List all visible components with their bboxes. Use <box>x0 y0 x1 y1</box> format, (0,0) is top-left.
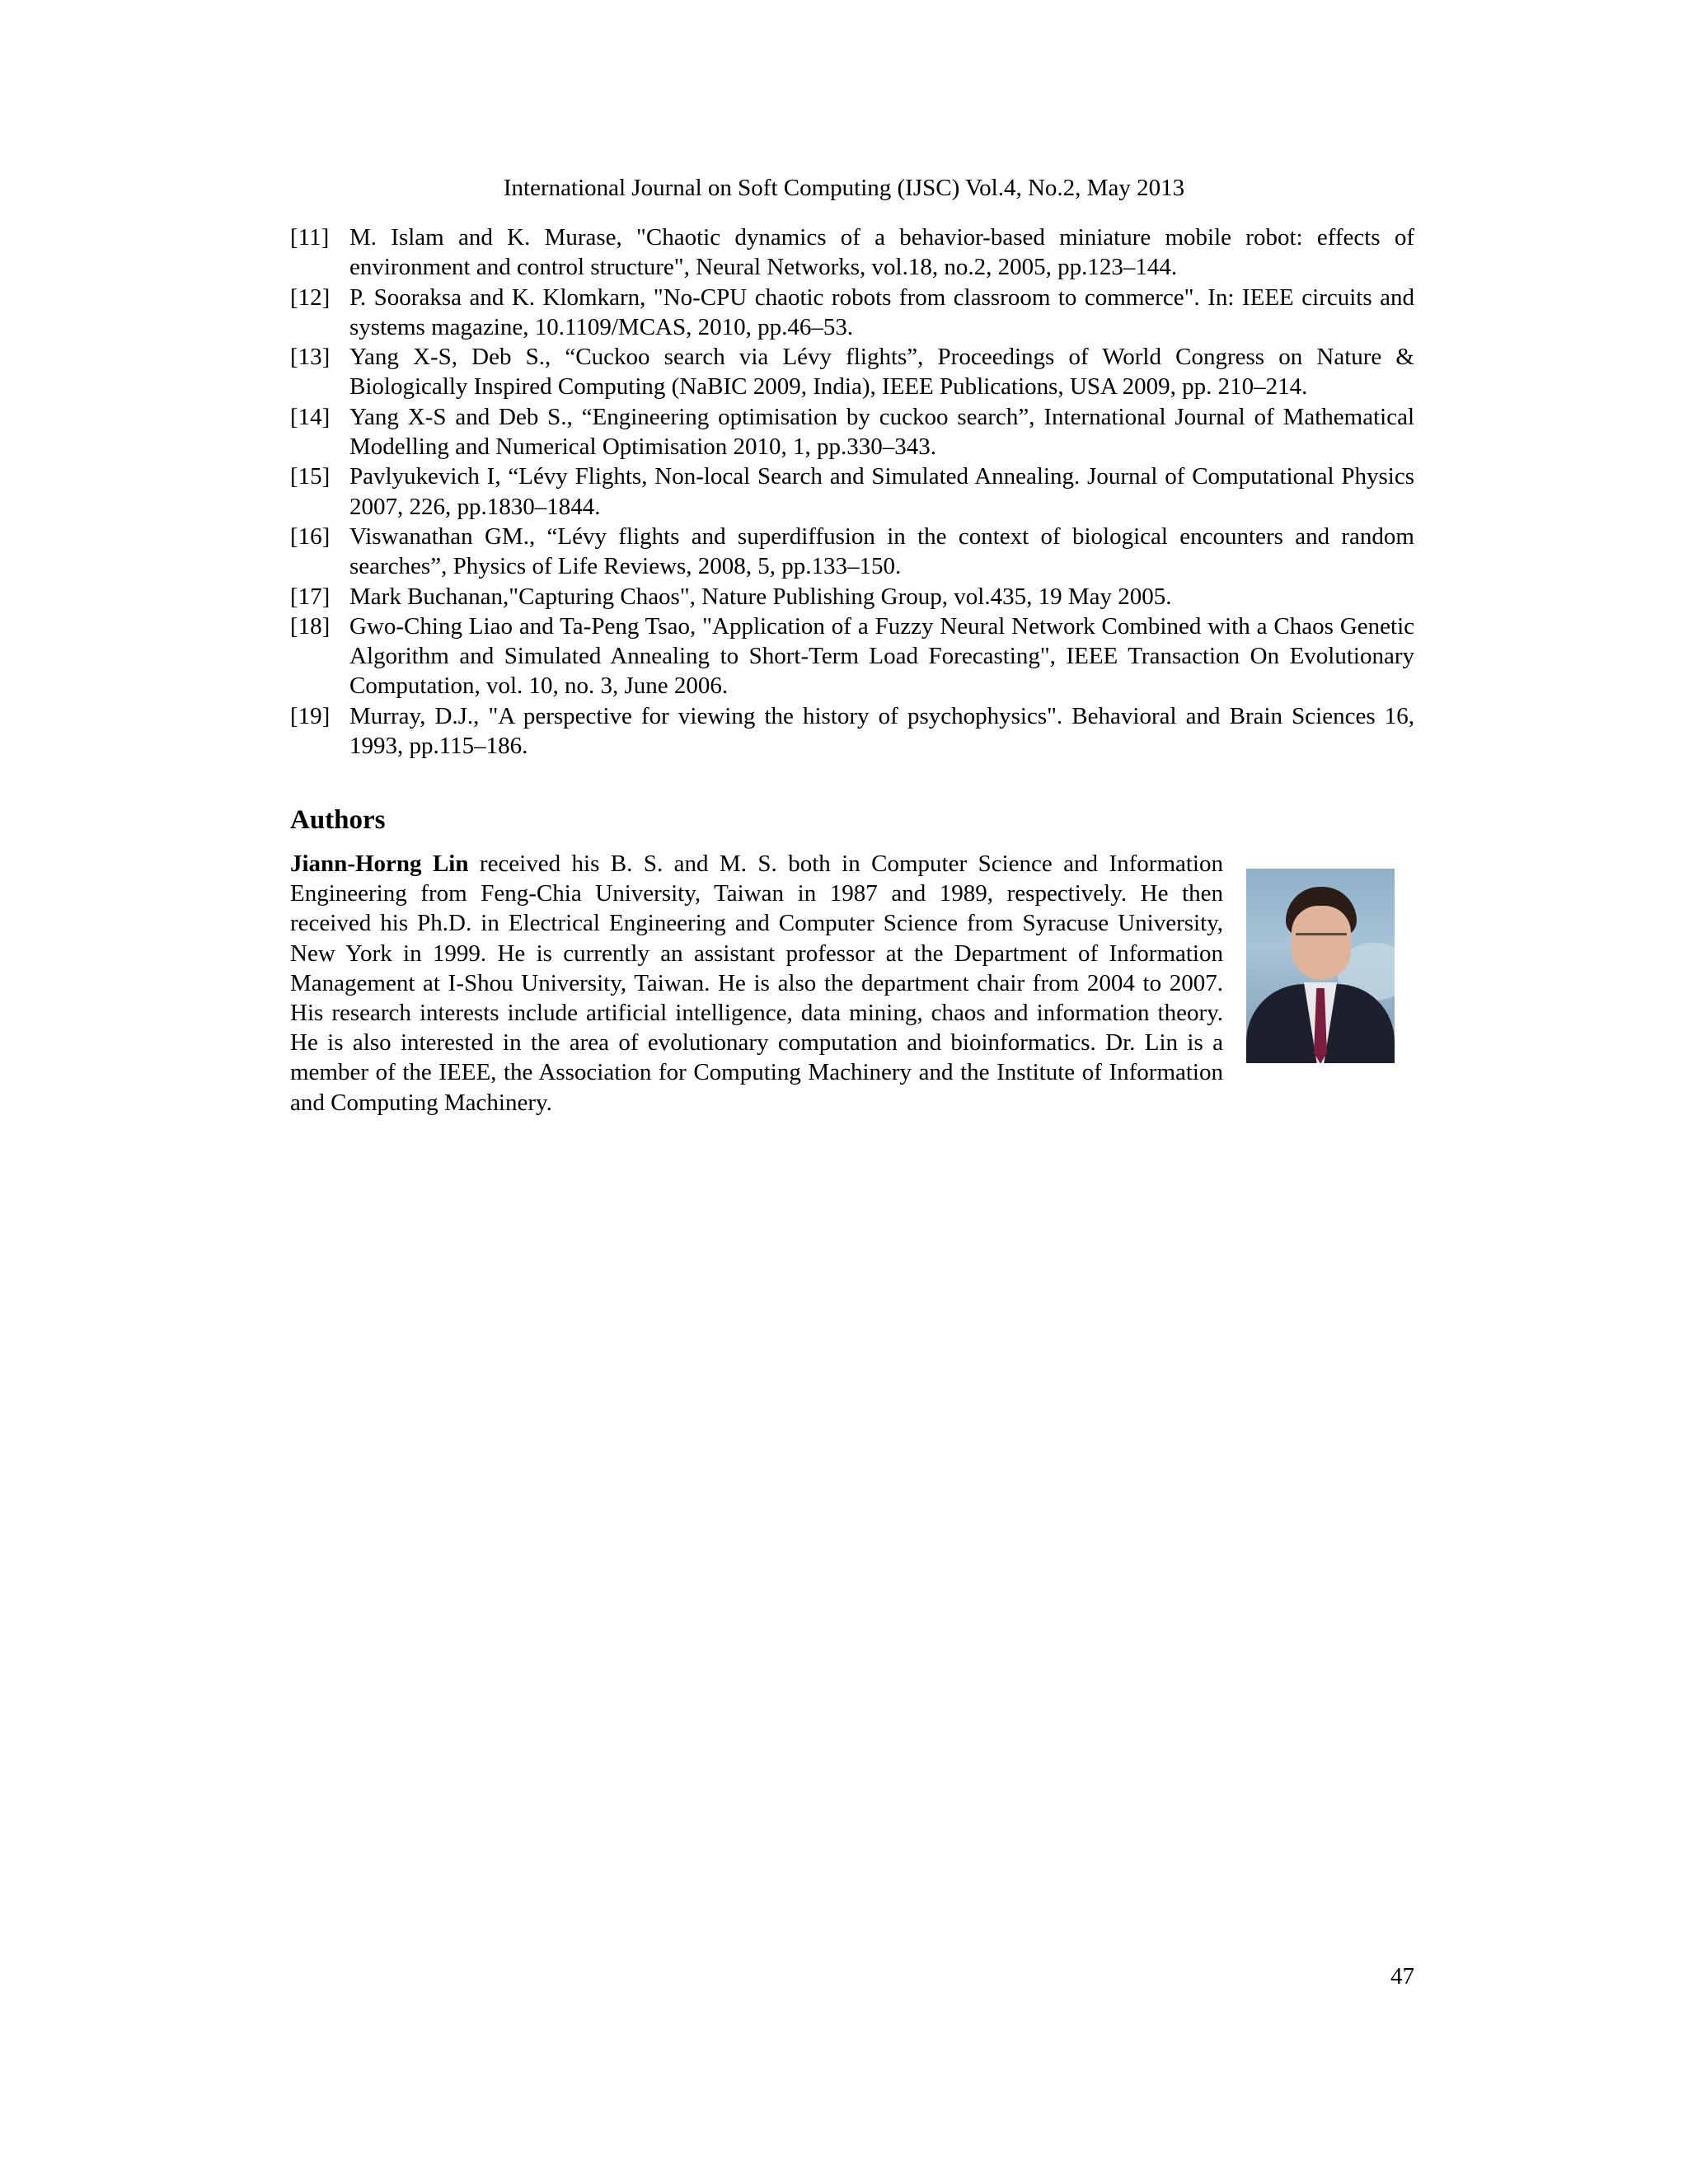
author-bio <box>290 849 1414 1118</box>
reference-text: Yang X-S and Deb S., “Engineering optimisation by cuckoo search”, International Journal of Mathematical Modelling and Numerical Optimisation 2010, 1, pp.330–343. <box>349 403 1414 461</box>
reference-item <box>290 582 1414 612</box>
author-photo <box>1246 869 1395 1063</box>
reference-text: Mark Buchanan,"Capturing Chaos", Nature Publishing Group, vol.435, 19 May 2005. <box>349 583 1172 610</box>
author-bio-body: received his B. S. and M. S. both in Computer Science and Information Engineering from Feng-Chia University, Taiwan in 1987 and 1989, respectively. He then received his Ph.D. in Electrical Engineering and Computer Science from Syracuse University, New York in 1999. He is currently an assistant professor at the Department of Information Management at I-Shou University, Taiwan. He is also the department chair from 2004 to 2007. His research interests include artificial intelligence, data mining, chaos and information theory. He is also interested in the area of evolutionary computation and bioinformatics. Dr. Lin is a member of the IEEE, the Association for Computing Machinery and the Institute of Information and Computing Machinery. <box>290 851 1223 1116</box>
reference-number: [11] <box>290 224 330 251</box>
reference-number: [12] <box>290 284 331 311</box>
reference-item <box>290 283 1414 343</box>
reference-list <box>290 223 1414 761</box>
reference-number: [14] <box>290 403 331 430</box>
reference-text: M. Islam and K. Murase, "Chaotic dynamics of a behavior-based miniature mobile robot: effects of environment and control structure", Neural Networks, vol.18, no.2, 2005, pp.123–144. <box>349 224 1414 281</box>
reference-text: Viswanathan GM., “Lévy flights and superdiffusion in the context of biological encounters and random searches”, Physics of Life Reviews, 2008, 5, pp.133–150. <box>349 523 1414 580</box>
reference-item <box>290 462 1414 522</box>
reference-number: [17] <box>290 583 331 610</box>
author-name: Jiann-Horng Lin <box>290 851 469 877</box>
page-number: 47 <box>1390 1963 1414 1990</box>
reference-number: [19] <box>290 702 331 729</box>
reference-text: Yang X-S, Deb S., “Cuckoo search via Lévy flights”, Proceedings of World Congress on Nature & Biologically Inspired Computing (NaBIC 2009, India), IEEE Publications, USA 2009, pp. 210–214. <box>349 344 1414 401</box>
reference-item <box>290 701 1414 762</box>
reference-number: [18] <box>290 612 331 640</box>
reference-item <box>290 402 1414 462</box>
reference-item <box>290 612 1414 701</box>
reference-number: [16] <box>290 523 331 550</box>
reference-text: P. Sooraksa and K. Klomkarn, "No-CPU chaotic robots from classroom to commerce". In: IEEE circuits and systems magazine, 10.1109/MCAS, 2010, pp.46–53. <box>349 284 1414 340</box>
reference-item <box>290 522 1414 582</box>
reference-text: Gwo-Ching Liao and Ta-Peng Tsao, "Application of a Fuzzy Neural Network Combined with a Chaos Genetic Algorithm and Simulated Annealing to Short-Term Load Forecasting", IEEE Transaction On Evolutionary Computation, vol. 10, no. 3, June 2006. <box>349 612 1414 700</box>
reference-text: Pavlyukevich I, “Lévy Flights, Non-local Search and Simulated Annealing. Journal of Computational Physics 2007, 226, pp.1830–1844. <box>349 463 1414 520</box>
reference-text: Murray, D.J., "A perspective for viewing the history of psychophysics". Behavioral and Brain Sciences 16, 1993, pp.115–186. <box>349 702 1414 760</box>
authors-heading: Authors <box>290 805 386 835</box>
reference-item <box>290 223 1414 283</box>
reference-item <box>290 342 1414 402</box>
reference-number: [13] <box>290 344 331 371</box>
running-header: International Journal on Soft Computing (IJSC) Vol.4, No.2, May 2013 <box>503 175 1185 201</box>
reference-number: [15] <box>290 463 331 490</box>
